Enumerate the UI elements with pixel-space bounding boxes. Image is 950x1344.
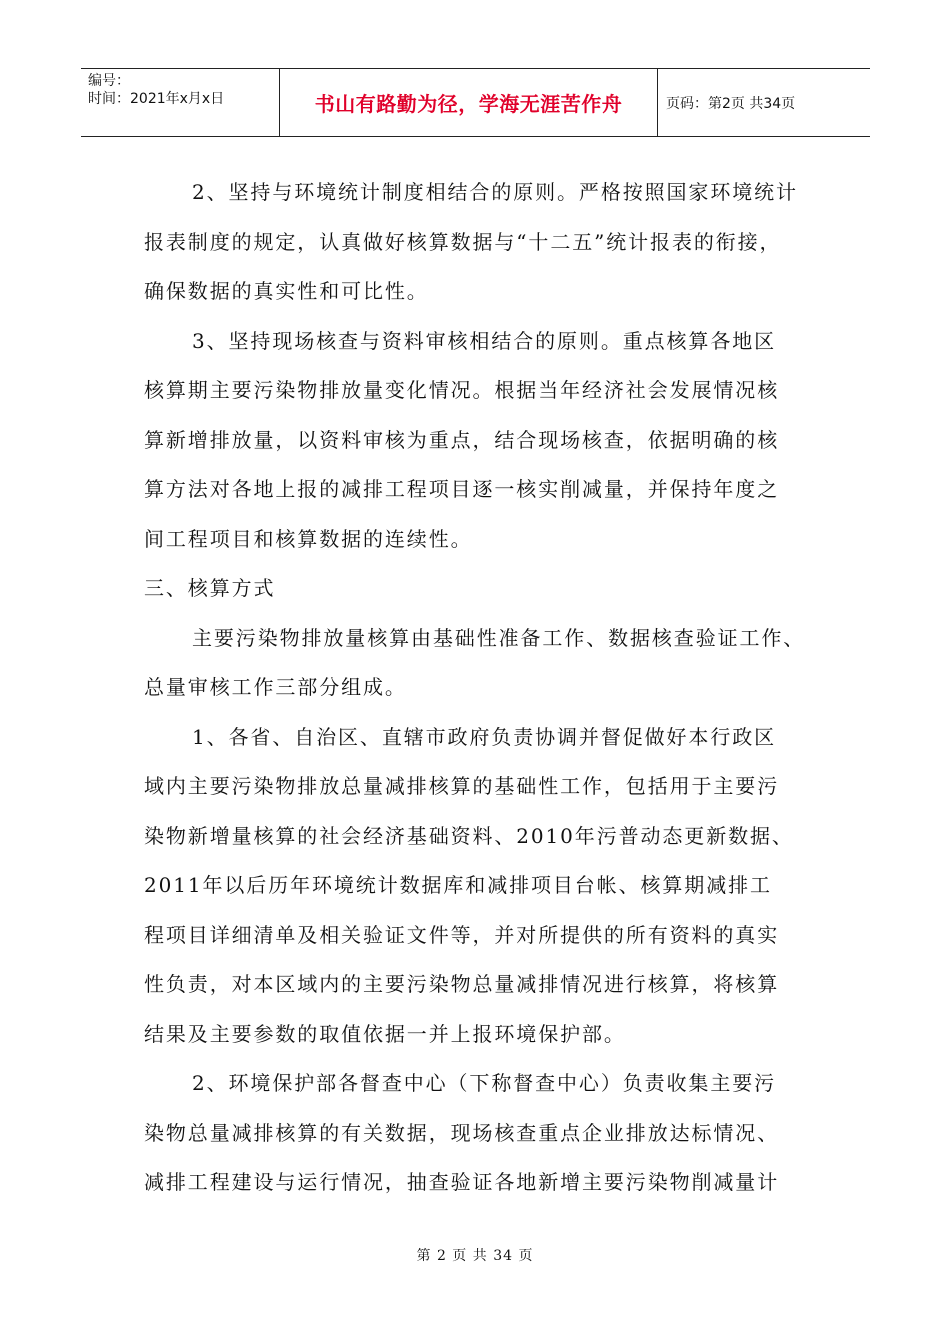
- paragraph-line: 染物总量减排核算的有关数据，现场核查重点企业排放达标情况、: [144, 1120, 780, 1145]
- paragraph-line: 程项目详细清单及相关验证文件等，并对所提供的所有资料的真实: [144, 922, 780, 947]
- paragraph-line: 核算期主要污染物排放量变化情况。根据当年经济社会发展情况核: [144, 378, 780, 402]
- document-time-label: 时间：2021年x月x日: [88, 91, 225, 107]
- header-motto: 书山有路勤为径，学海无涯苦作舟: [280, 69, 658, 136]
- document-body: [144, 168, 834, 1208]
- page-header: [81, 68, 870, 137]
- header-meta: [81, 69, 280, 136]
- document-number-label: 编号：: [88, 73, 130, 89]
- paragraph-line: 总量审核工作三部分组成。: [144, 675, 407, 699]
- paragraph-first-line: 3、坚持现场核查与资料审核相结合的原则。重点核算各地区: [192, 328, 777, 353]
- paragraph-first-line: 三、核算方式: [144, 576, 276, 600]
- paragraph-line: 间工程项目和核算数据的连续性。: [144, 526, 473, 551]
- page-footer: 第 2 页 共 34 页: [416, 1248, 534, 1264]
- paragraph-line: 确保数据的真实性和可比性。: [144, 279, 429, 303]
- paragraph-line: 域内主要污染物排放总量减排核算的基础性工作，包括用于主要污: [144, 774, 780, 798]
- paragraph-line: 结果及主要参数的取值依据一并上报环境保护部。: [144, 1021, 626, 1046]
- paragraph-line: 减排工程建设与运行情况，抽查验证各地新增主要污染物削减量计: [144, 1170, 780, 1194]
- paragraph-line: 算新增排放量，以资料审核为重点，结合现场核查，依据明确的核: [144, 427, 780, 452]
- paragraph-line: 2011年以后历年环境统计数据库和减排项目台帐、核算期减排工: [144, 873, 772, 897]
- paragraph-first-line: 主要污染物排放量核算由基础性准备工作、数据核查验证工作、: [192, 625, 806, 650]
- paragraph-first-line: 2、坚持与环境统计制度相结合的原则。严格按照国家环境统计: [192, 180, 798, 204]
- paragraph-line: 算方法对各地上报的减排工程项目逐一核实削减量，并保持年度之: [144, 477, 780, 501]
- paragraph-line: 染物新增量核算的社会经济基础资料、2010年污普动态更新数据、: [144, 823, 794, 848]
- header-page-info: 页码：第2页 共34页: [666, 95, 796, 112]
- paragraph-line: 报表制度的规定，认真做好核算数据与“十二五”统计报表的衔接，: [144, 229, 782, 254]
- paragraph-first-line: 1、各省、自治区、直辖市政府负责协调并督促做好本行政区: [192, 724, 777, 749]
- paragraph-first-line: 2、环境保护部各督查中心（下称督查中心）负责收集主要污: [192, 1071, 777, 1095]
- paragraph-line: 性负责，对本区域内的主要污染物总量减排情况进行核算，将核算: [144, 972, 780, 996]
